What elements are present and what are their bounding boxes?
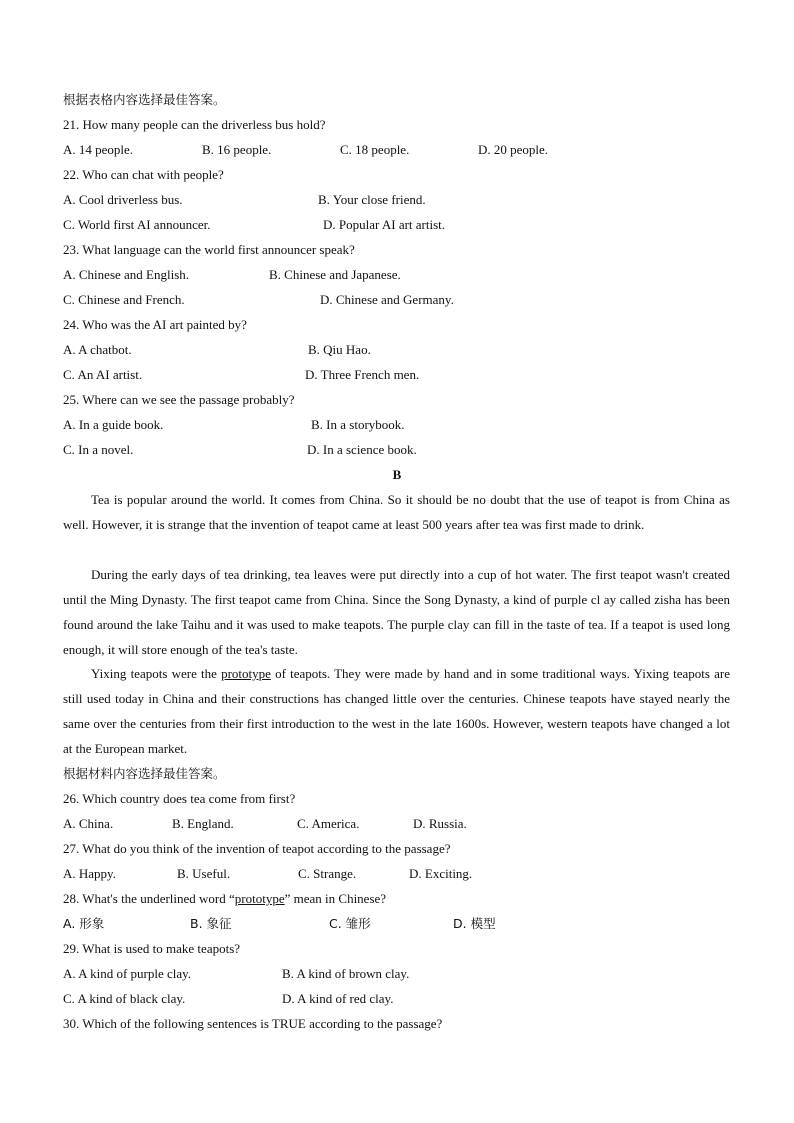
q25-option-d[interactable]: D. In a science book. — [307, 442, 417, 457]
question-27-stem: 27. What do you think of the invention of teapot according to the passage? — [63, 841, 451, 856]
section-heading-b: B — [392, 467, 402, 482]
instruction-material: 根据材料内容选择最佳答案。 — [63, 766, 226, 781]
q22-option-b[interactable]: B. Your close friend. — [318, 192, 426, 207]
q27-option-c[interactable]: C. Strange. — [298, 866, 357, 881]
q28-stem-b: ” mean in Chinese? — [284, 891, 387, 906]
question-29-stem: 29. What is used to make teapots? — [63, 941, 241, 956]
q24-option-d[interactable]: D. Three French men. — [305, 367, 420, 382]
q22-option-c[interactable]: C. World first AI announcer. — [63, 217, 211, 232]
question-23-stem: 23. What language can the world first announcer speak? — [63, 242, 355, 257]
question-24-stem: 24. Who was the AI art painted by? — [63, 317, 247, 332]
q26-option-a[interactable]: A. China. — [63, 816, 114, 831]
q22-option-d[interactable]: D. Popular AI art artist. — [323, 217, 446, 232]
q28-underlined-word: prototype — [234, 891, 285, 906]
q24-option-c[interactable]: C. An AI artist. — [63, 367, 143, 382]
q28-option-a[interactable]: A. 形象 — [63, 916, 105, 931]
question-21-stem: 21. How many people can the driverless bus hold? — [63, 117, 326, 132]
q21-option-b[interactable]: B. 16 people. — [202, 142, 272, 157]
q26-option-d[interactable]: D. Russia. — [413, 816, 467, 831]
question-25-stem: 25. Where can we see the passage probably? — [63, 392, 295, 407]
question-30-stem: 30. Which of the following sentences is TRUE according to the passage? — [63, 1016, 443, 1031]
q28-option-b[interactable]: B. 象征 — [190, 916, 232, 931]
q28-option-c[interactable]: C. 雏形 — [329, 916, 371, 931]
underlined-word-prototype: prototype — [221, 666, 271, 681]
q27-option-a[interactable]: A. Happy. — [63, 866, 116, 881]
q24-option-a[interactable]: A. A chatbot. — [63, 342, 132, 357]
q22-option-a[interactable]: A. Cool driverless bus. — [63, 192, 183, 207]
q23-option-b[interactable]: B. Chinese and Japanese. — [269, 267, 401, 282]
question-26-stem: 26. Which country does tea come from first? — [63, 791, 296, 806]
q27-option-d[interactable]: D. Exciting. — [409, 866, 473, 881]
q29-option-b[interactable]: B. A kind of brown clay. — [282, 966, 410, 981]
question-28-stem — [63, 890, 386, 908]
q28-stem-a: 28. What's the underlined word “ — [63, 891, 235, 906]
q29-option-d[interactable]: D. A kind of red clay. — [282, 991, 394, 1006]
q29-option-c[interactable]: C. A kind of black clay. — [63, 991, 186, 1006]
q26-option-b[interactable]: B. England. — [172, 816, 234, 831]
passage-paragraph-2: During the early days of tea drinking, tea leaves were put directly into a cup of hot water. The first teapot wasn't created until the Ming Dynasty. The first teapot came from China. Since the Song Dynasty, a kind of purple cl ay called zisha has been found around the lake Taihu and it was used to make teapots. The purple clay can fill in the taste of tea. If a teapot is used long enough, it will store enough of the tea's taste. — [63, 567, 730, 657]
q28-option-d[interactable]: D. 模型 — [453, 916, 496, 931]
q25-option-b[interactable]: B. In a storybook. — [311, 417, 405, 432]
passage-p3-text-b: of teapots. They were made by hand and in some traditional ways. Yixing teapots are still used today in China and their constructions has changed little over the centuries. Chinese teapots have stayed nearly the same over the centuries from their first introduction to the west in the late 1600s. However, western teapots have changed a lot at the European market. — [63, 666, 730, 756]
q25-option-c[interactable]: C. In a novel. — [63, 442, 134, 457]
passage-paragraph-3 — [63, 661, 730, 761]
q21-option-c[interactable]: C. 18 people. — [340, 142, 410, 157]
question-22-stem: 22. Who can chat with people? — [63, 167, 224, 182]
q27-option-b[interactable]: B. Useful. — [177, 866, 231, 881]
q23-option-c[interactable]: C. Chinese and French. — [63, 292, 185, 307]
q23-option-d[interactable]: D. Chinese and Germany. — [320, 292, 454, 307]
instruction-table: 根据表格内容选择最佳答案。 — [63, 92, 226, 107]
passage-p3-text-a: Yixing teapots were the — [91, 666, 222, 681]
passage-paragraph-1: Tea is popular around the world. It comes from China. So it should be no doubt that the use of teapot is from China as well. However, it is strange that the invention of teapot came at least 500 years after tea was first made to drink. — [63, 492, 730, 532]
q23-option-a[interactable]: A. Chinese and English. — [63, 267, 190, 282]
q29-option-a[interactable]: A. A kind of purple clay. — [63, 966, 192, 981]
q26-option-c[interactable]: C. America. — [297, 816, 360, 831]
q21-option-a[interactable]: A. 14 people. — [63, 142, 134, 157]
q24-option-b[interactable]: B. Qiu Hao. — [308, 342, 371, 357]
q21-option-d[interactable]: D. 20 people. — [478, 142, 549, 157]
q25-option-a[interactable]: A. In a guide book. — [63, 417, 164, 432]
